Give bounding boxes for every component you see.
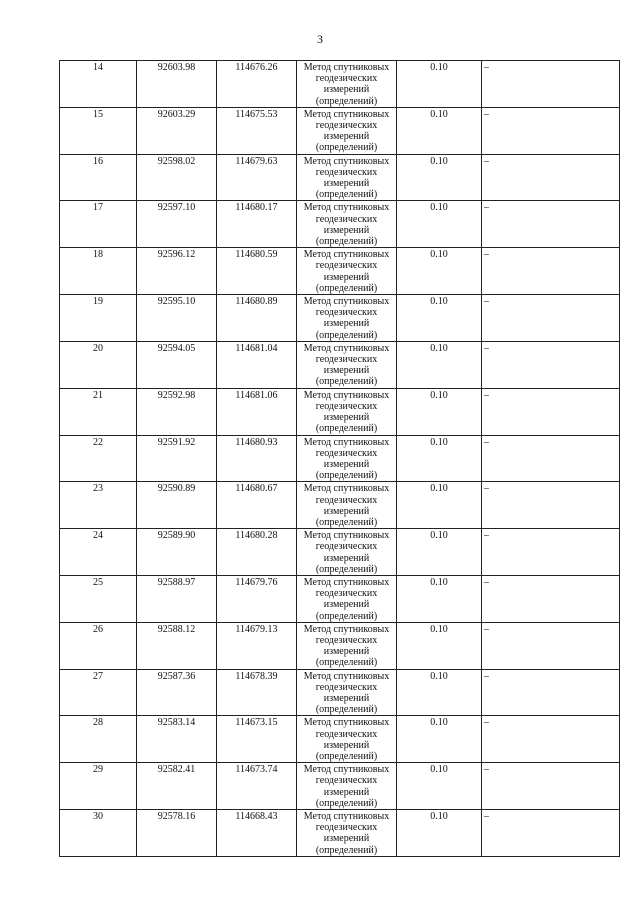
y-coordinate-cell: 114676.26 bbox=[217, 61, 297, 108]
method-cell: Метод спутниковых геодезических измерений (определений) bbox=[297, 107, 397, 154]
point-number-cell: 28 bbox=[60, 716, 137, 763]
x-coordinate-cell: 92596.12 bbox=[137, 248, 217, 295]
x-coordinate-cell: 92587.36 bbox=[137, 669, 217, 716]
method-cell: Метод спутниковых геодезических измерений (определений) bbox=[297, 435, 397, 482]
accuracy-cell: 0.10 bbox=[397, 341, 482, 388]
method-cell: Метод спутниковых геодезических измерений (определений) bbox=[297, 716, 397, 763]
point-number-cell: 17 bbox=[60, 201, 137, 248]
coordinates-table bbox=[59, 60, 620, 857]
table-row bbox=[60, 61, 620, 108]
method-cell: Метод спутниковых геодезических измерений (определений) bbox=[297, 61, 397, 108]
note-cell: – bbox=[482, 248, 620, 295]
method-cell: Метод спутниковых геодезических измерений (определений) bbox=[297, 388, 397, 435]
y-coordinate-cell: 114679.63 bbox=[217, 154, 297, 201]
accuracy-cell: 0.10 bbox=[397, 201, 482, 248]
x-coordinate-cell: 92590.89 bbox=[137, 482, 217, 529]
note-cell: – bbox=[482, 388, 620, 435]
table-row bbox=[60, 575, 620, 622]
y-coordinate-cell: 114680.28 bbox=[217, 529, 297, 576]
table-row bbox=[60, 529, 620, 576]
accuracy-cell: 0.10 bbox=[397, 388, 482, 435]
table-row bbox=[60, 669, 620, 716]
y-coordinate-cell: 114680.17 bbox=[217, 201, 297, 248]
x-coordinate-cell: 92578.16 bbox=[137, 810, 217, 857]
table-row bbox=[60, 295, 620, 342]
point-number-cell: 23 bbox=[60, 482, 137, 529]
method-cell: Метод спутниковых геодезических измерений (определений) bbox=[297, 669, 397, 716]
point-number-cell: 20 bbox=[60, 341, 137, 388]
x-coordinate-cell: 92589.90 bbox=[137, 529, 217, 576]
accuracy-cell: 0.10 bbox=[397, 435, 482, 482]
method-cell: Метод спутниковых геодезических измерений (определений) bbox=[297, 810, 397, 857]
y-coordinate-cell: 114680.89 bbox=[217, 295, 297, 342]
note-cell: – bbox=[482, 295, 620, 342]
x-coordinate-cell: 92588.97 bbox=[137, 575, 217, 622]
accuracy-cell: 0.10 bbox=[397, 669, 482, 716]
y-coordinate-cell: 114673.15 bbox=[217, 716, 297, 763]
x-coordinate-cell: 92594.05 bbox=[137, 341, 217, 388]
method-cell: Метод спутниковых геодезических измерений (определений) bbox=[297, 295, 397, 342]
note-cell: – bbox=[482, 107, 620, 154]
y-coordinate-cell: 114679.76 bbox=[217, 575, 297, 622]
accuracy-cell: 0.10 bbox=[397, 107, 482, 154]
accuracy-cell: 0.10 bbox=[397, 61, 482, 108]
accuracy-cell: 0.10 bbox=[397, 154, 482, 201]
y-coordinate-cell: 114679.13 bbox=[217, 622, 297, 669]
method-cell: Метод спутниковых геодезических измерений (определений) bbox=[297, 529, 397, 576]
table-row bbox=[60, 107, 620, 154]
note-cell: – bbox=[482, 154, 620, 201]
x-coordinate-cell: 92597.10 bbox=[137, 201, 217, 248]
point-number-cell: 15 bbox=[60, 107, 137, 154]
x-coordinate-cell: 92603.29 bbox=[137, 107, 217, 154]
method-cell: Метод спутниковых геодезических измерений (определений) bbox=[297, 341, 397, 388]
point-number-cell: 14 bbox=[60, 61, 137, 108]
note-cell: – bbox=[482, 716, 620, 763]
accuracy-cell: 0.10 bbox=[397, 482, 482, 529]
table-row bbox=[60, 435, 620, 482]
table-row bbox=[60, 341, 620, 388]
page-number: 3 bbox=[317, 32, 323, 46]
note-cell: – bbox=[482, 622, 620, 669]
accuracy-cell: 0.10 bbox=[397, 810, 482, 857]
y-coordinate-cell: 114673.74 bbox=[217, 763, 297, 810]
y-coordinate-cell: 114681.06 bbox=[217, 388, 297, 435]
point-number-cell: 19 bbox=[60, 295, 137, 342]
x-coordinate-cell: 92603.98 bbox=[137, 61, 217, 108]
table-row bbox=[60, 154, 620, 201]
method-cell: Метод спутниковых геодезических измерений (определений) bbox=[297, 248, 397, 295]
point-number-cell: 30 bbox=[60, 810, 137, 857]
table-row bbox=[60, 622, 620, 669]
method-cell: Метод спутниковых геодезических измерений (определений) bbox=[297, 482, 397, 529]
x-coordinate-cell: 92582.41 bbox=[137, 763, 217, 810]
table-row bbox=[60, 201, 620, 248]
y-coordinate-cell: 114680.67 bbox=[217, 482, 297, 529]
point-number-cell: 24 bbox=[60, 529, 137, 576]
point-number-cell: 16 bbox=[60, 154, 137, 201]
point-number-cell: 26 bbox=[60, 622, 137, 669]
y-coordinate-cell: 114668.43 bbox=[217, 810, 297, 857]
y-coordinate-cell: 114678.39 bbox=[217, 669, 297, 716]
table-row bbox=[60, 810, 620, 857]
point-number-cell: 21 bbox=[60, 388, 137, 435]
accuracy-cell: 0.10 bbox=[397, 716, 482, 763]
method-cell: Метод спутниковых геодезических измерений (определений) bbox=[297, 575, 397, 622]
point-number-cell: 29 bbox=[60, 763, 137, 810]
point-number-cell: 18 bbox=[60, 248, 137, 295]
note-cell: – bbox=[482, 435, 620, 482]
point-number-cell: 25 bbox=[60, 575, 137, 622]
note-cell: – bbox=[482, 575, 620, 622]
accuracy-cell: 0.10 bbox=[397, 622, 482, 669]
accuracy-cell: 0.10 bbox=[397, 529, 482, 576]
method-cell: Метод спутниковых геодезических измерений (определений) bbox=[297, 154, 397, 201]
note-cell: – bbox=[482, 529, 620, 576]
point-number-cell: 27 bbox=[60, 669, 137, 716]
y-coordinate-cell: 114681.04 bbox=[217, 341, 297, 388]
coordinates-table-body bbox=[60, 61, 620, 857]
table-row bbox=[60, 482, 620, 529]
table-row bbox=[60, 388, 620, 435]
x-coordinate-cell: 92583.14 bbox=[137, 716, 217, 763]
table-row bbox=[60, 248, 620, 295]
accuracy-cell: 0.10 bbox=[397, 763, 482, 810]
y-coordinate-cell: 114675.53 bbox=[217, 107, 297, 154]
x-coordinate-cell: 92598.02 bbox=[137, 154, 217, 201]
accuracy-cell: 0.10 bbox=[397, 248, 482, 295]
method-cell: Метод спутниковых геодезических измерений (определений) bbox=[297, 763, 397, 810]
x-coordinate-cell: 92592.98 bbox=[137, 388, 217, 435]
x-coordinate-cell: 92591.92 bbox=[137, 435, 217, 482]
note-cell: – bbox=[482, 61, 620, 108]
note-cell: – bbox=[482, 810, 620, 857]
note-cell: – bbox=[482, 201, 620, 248]
method-cell: Метод спутниковых геодезических измерений (определений) bbox=[297, 622, 397, 669]
note-cell: – bbox=[482, 669, 620, 716]
table-row bbox=[60, 716, 620, 763]
y-coordinate-cell: 114680.59 bbox=[217, 248, 297, 295]
accuracy-cell: 0.10 bbox=[397, 295, 482, 342]
method-cell: Метод спутниковых геодезических измерений (определений) bbox=[297, 201, 397, 248]
note-cell: – bbox=[482, 763, 620, 810]
x-coordinate-cell: 92588.12 bbox=[137, 622, 217, 669]
x-coordinate-cell: 92595.10 bbox=[137, 295, 217, 342]
y-coordinate-cell: 114680.93 bbox=[217, 435, 297, 482]
point-number-cell: 22 bbox=[60, 435, 137, 482]
accuracy-cell: 0.10 bbox=[397, 575, 482, 622]
note-cell: – bbox=[482, 482, 620, 529]
table-row bbox=[60, 763, 620, 810]
note-cell: – bbox=[482, 341, 620, 388]
